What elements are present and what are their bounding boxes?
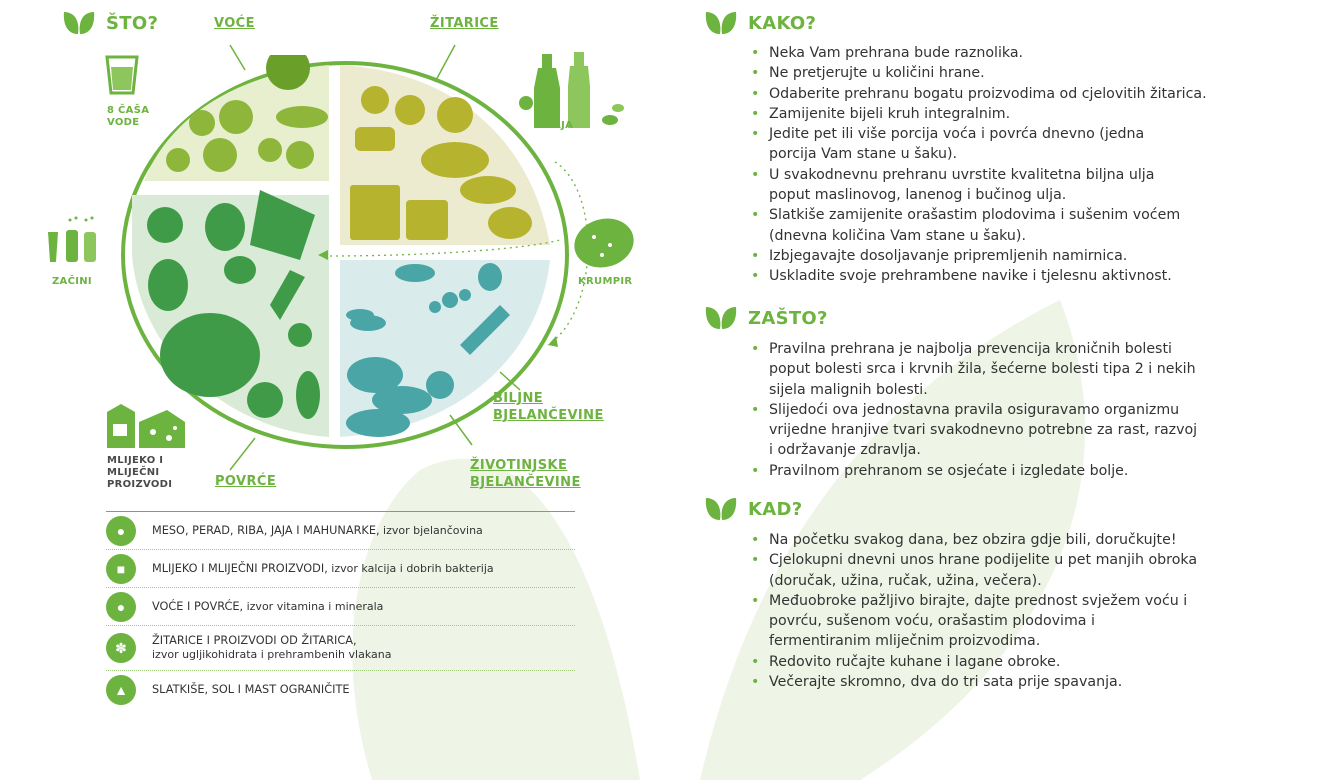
zasto-title: ZAŠTO?: [748, 307, 828, 329]
label-mlijeko-line1: MLIJEKO I: [107, 455, 164, 466]
spice-shakers-icon: [40, 212, 100, 272]
legend-row: [106, 512, 575, 550]
legend-row: [106, 588, 575, 626]
label-biljne-line1: BILJNE: [493, 391, 544, 406]
milk-cheese-icon: [105, 402, 187, 450]
cake-icon: ▲: [106, 675, 136, 705]
list-item: • Zamijenite bijeli kruh integralnim.: [748, 104, 1248, 124]
label-mlijeko-line2: MLIJEČNI: [107, 467, 160, 478]
legend-text: SLATKIŠE, SOL I MAST OGRANIČITE: [152, 682, 350, 696]
label-water: [107, 105, 149, 129]
legend-row: [106, 626, 575, 671]
legend-text: ŽITARICE I PROIZVODI OD ŽITARICA, izvor ugljikohidrata i prehrambenih vlakana: [152, 634, 392, 661]
water-glass-icon: [105, 55, 139, 95]
label-water-line1: 8 ČAŠA: [107, 105, 150, 116]
label-ulja: ULJA: [546, 120, 574, 131]
list-item: • Večerajte skromno, dva do tri sata prije spavanja.: [748, 672, 1238, 692]
list-item: • Slatkiše zamijenite orašastim plodovima i sušenim voćem (dnevna količina Vam stane u šaku).: [748, 205, 1229, 246]
legend-text: VOĆE I POVRĆE, izvor vitamina i minerala: [152, 599, 384, 613]
label-zitarice: ŽITARICE: [430, 16, 499, 31]
wheat-icon: ✽: [106, 633, 136, 663]
list-item: • Redovito ručajte kuhane i lagane obroke.: [748, 652, 1238, 672]
list-item: • U svakodnevnu prehranu uvrstite kvalitetna biljna ulja poput maslinovog, lanenog i bučinog ulja.: [748, 165, 1199, 206]
list-item: • Izbjegavajte dosoljavanje pripremljenih namirnica.: [748, 246, 1248, 266]
kako-heading: [704, 10, 816, 36]
label-voce: VOĆE: [214, 16, 255, 31]
drumstick-icon: ●: [106, 516, 136, 546]
label-biljne: [493, 390, 604, 424]
legend-text: MLIJEKO I MLIJEČNI PROIZVODI, izvor kalcija i dobrih bakterija: [152, 561, 494, 575]
kad-title: KAD?: [748, 498, 803, 520]
list-item: • Jedite pet ili više porcija voća i povrća dnevno (jedna porcija Vam stane u šaku).: [748, 124, 1189, 165]
list-item: • Odaberite prehranu bogatu proizvodima od cjelovitih žitarica.: [748, 84, 1248, 104]
kako-list: [748, 43, 1248, 287]
list-item: • Uskladite svoje prehrambene navike i tjelesnu aktivnost.: [748, 266, 1248, 286]
leaf-icon: [704, 305, 738, 331]
list-item: • Pravilna prehrana je najbolja prevencija kroničnih bolesti poput bolesti srca i krvnih žila, šećerne bolesti tipa 2 i nekih sijela malignih bolesti.: [748, 339, 1198, 400]
kad-heading: [704, 496, 802, 522]
zasto-list: [748, 339, 1198, 481]
list-item: • Cjelokupni dnevni unos hrane podijelite u pet manjih obroka (doručak, užina, ručak, užina, večera).: [748, 550, 1238, 591]
label-mlijeko-line3: PROIZVODI: [107, 479, 173, 490]
list-item: • Pravilnom prehranom se osjećate i izgledate bolje.: [748, 461, 1198, 481]
cheese-icon: ■: [106, 554, 136, 584]
list-item: • Ne pretjerujte u količini hrane.: [748, 63, 1248, 83]
apple-icon: ●: [106, 592, 136, 622]
zasto-heading: [704, 305, 828, 331]
list-item: • Na početku svakog dana, bez obzira gdje bili, doručkujte!: [748, 530, 1238, 550]
food-group-legend: [106, 511, 575, 708]
list-item: • Neka Vam prehrana bude raznolika.: [748, 43, 1248, 63]
legend-row: [106, 671, 575, 708]
sto-title: ŠTO?: [106, 12, 159, 34]
kad-list: [748, 530, 1238, 692]
list-item: • Međuobroke pažljivo birajte, dajte prednost svježem voću i povrću, sušenom voću, orašastim plodovima i fermentiranim mliječnim proizvodima.: [748, 591, 1189, 652]
list-item: • Slijedoći ova jednostavna pravila osiguravamo organizmu vrijedne hranjive tvari svakodnevno potrebne za rast, razvoj i održavanje zdravlja.: [748, 400, 1198, 461]
label-water-line2: VODE: [107, 117, 140, 128]
potato-icon: [572, 215, 638, 273]
kako-title: KAKO?: [748, 12, 817, 34]
label-biljne-line2: BJELANČEVINE: [493, 408, 604, 423]
label-krumpir: KRUMPIR: [578, 276, 633, 287]
label-povrce: POVRĆE: [215, 474, 277, 489]
legend-text: MESO, PERAD, RIBA, JAJA I MAHUNARKE, izvor bjelančovina: [152, 523, 483, 537]
label-zivotinjske-line1: ŽIVOTINJSKE: [470, 458, 568, 473]
leaf-icon: [704, 496, 738, 522]
label-zivotinjske: [470, 457, 581, 491]
label-zivotinjske-line2: BJELANČEVINE: [470, 475, 581, 490]
leaf-icon: [704, 10, 738, 36]
label-zacini: ZAČINI: [52, 276, 92, 287]
legend-row: [106, 550, 575, 588]
label-mlijeko: [107, 455, 172, 491]
